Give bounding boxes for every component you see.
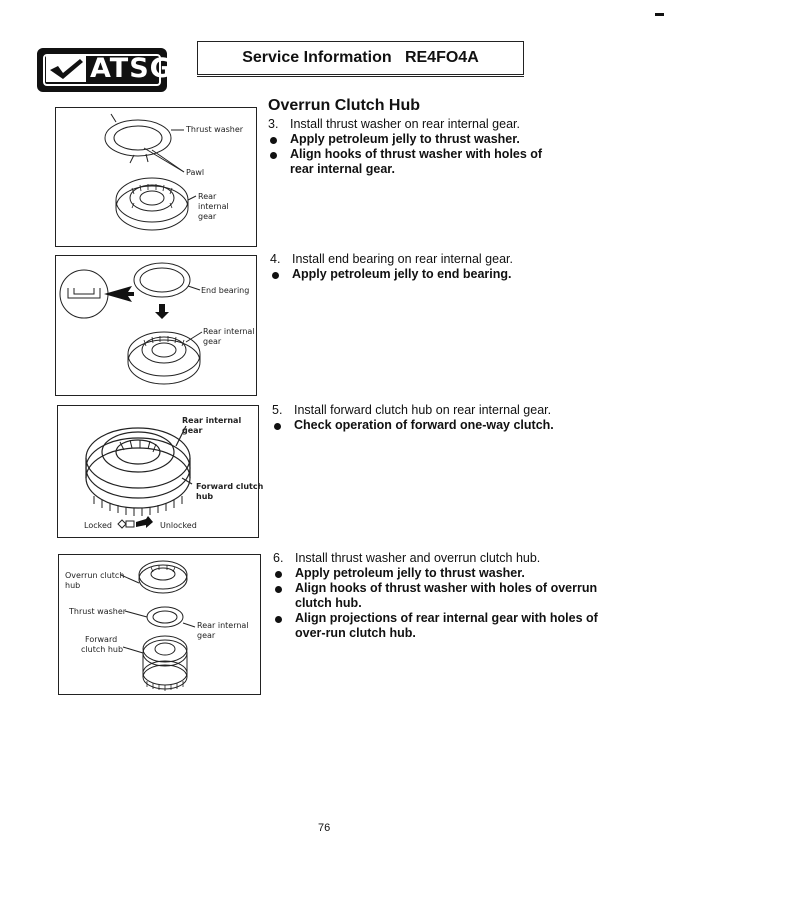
bullet-dot-icon [275,586,282,593]
step-text: Install end bearing on rear internal gear. [292,252,513,266]
step-5 [272,403,632,419]
logo-text: ATSG [90,53,173,84]
step-text: Install thrust washer and overrun clutch hub. [295,551,541,565]
step-6 [273,551,633,567]
label-gear: gear [182,426,203,435]
step-4 [270,252,630,268]
label-rear-internal: Rear internal [182,416,242,425]
bullet-text: Align projections of rear internal gear with holes of over-run clutch hub. [295,611,598,640]
step-3 [268,117,628,133]
corner-mark [655,13,664,16]
bullet-text: Align hooks of thrust washer with holes of overrun clutch hub. [295,581,598,610]
label-gear: gear [198,212,217,221]
label-hub: hub [65,581,81,590]
bullet-item [273,581,633,613]
bullet-item [273,566,633,582]
label-gear: gear [197,631,216,640]
label-rear: Rear [198,192,217,201]
label-forward-clutch: Forward clutch [196,482,264,491]
bullet-text: Apply petroleum jelly to thrust washer. [295,566,525,580]
figure-end-bearing [55,255,257,396]
bullet-text: Align hooks of thrust washer with holes of rear internal gear. [290,147,543,176]
label-clutch-hub: clutch hub [81,645,124,654]
label-forward: Forward [85,635,118,644]
label-rear-internal: Rear internal [197,621,249,630]
bullet-item [273,611,633,643]
label-overrun-clutch: Overrun clutch [65,571,125,580]
bullet-dot-icon [275,616,282,623]
step-number: 6. [273,551,284,565]
label-unlocked: Unlocked [160,521,197,530]
page-number: 76 [318,822,331,834]
bullet-text: Apply petroleum jelly to end bearing. [292,267,512,281]
figure-forward-clutch-hub [57,405,264,538]
bullet-item [270,267,630,283]
step-number: 5. [272,403,283,417]
forward-clutch-hub-diagram [58,406,260,539]
step-number: 3. [268,117,279,131]
label-internal: internal [198,202,229,211]
bullet-dot-icon [275,571,282,578]
bullet-text: Check operation of forward one-way clutch. [294,418,554,432]
checkmark-logo-icon [46,56,86,82]
bullet-dot-icon [274,423,281,430]
bullet-dot-icon [270,137,277,144]
page-title: Service Information RE4FO4A [197,41,524,75]
bullet-text: Apply petroleum jelly to thrust washer. [290,132,520,146]
label-rear-internal: Rear internal [203,327,255,336]
atsg-logo [37,48,173,92]
step-text: Install forward clutch hub on rear internal gear. [294,403,552,417]
label-locked: Locked [84,521,112,530]
label-hub: hub [196,492,214,501]
label-pawl: Pawl [186,168,205,177]
bullet-dot-icon [272,272,279,279]
bullet-item [268,132,628,148]
figure-thrust-washer [55,107,257,247]
bullet-item [268,147,628,179]
bullet-dot-icon [270,152,277,159]
step-number: 4. [270,252,281,266]
label-gear: gear [203,337,222,346]
step-text: Install thrust washer on rear internal gear. [290,117,520,131]
title-underline [197,76,524,77]
section-heading: Overrun Clutch Hub [268,97,421,114]
bullet-item [272,418,632,434]
label-end-bearing: End bearing [201,286,250,295]
label-thrust-washer: Thrust washer [186,125,244,134]
figure-overrun-clutch-hub [58,554,261,695]
label-thrust-washer: Thrust washer [69,607,127,616]
